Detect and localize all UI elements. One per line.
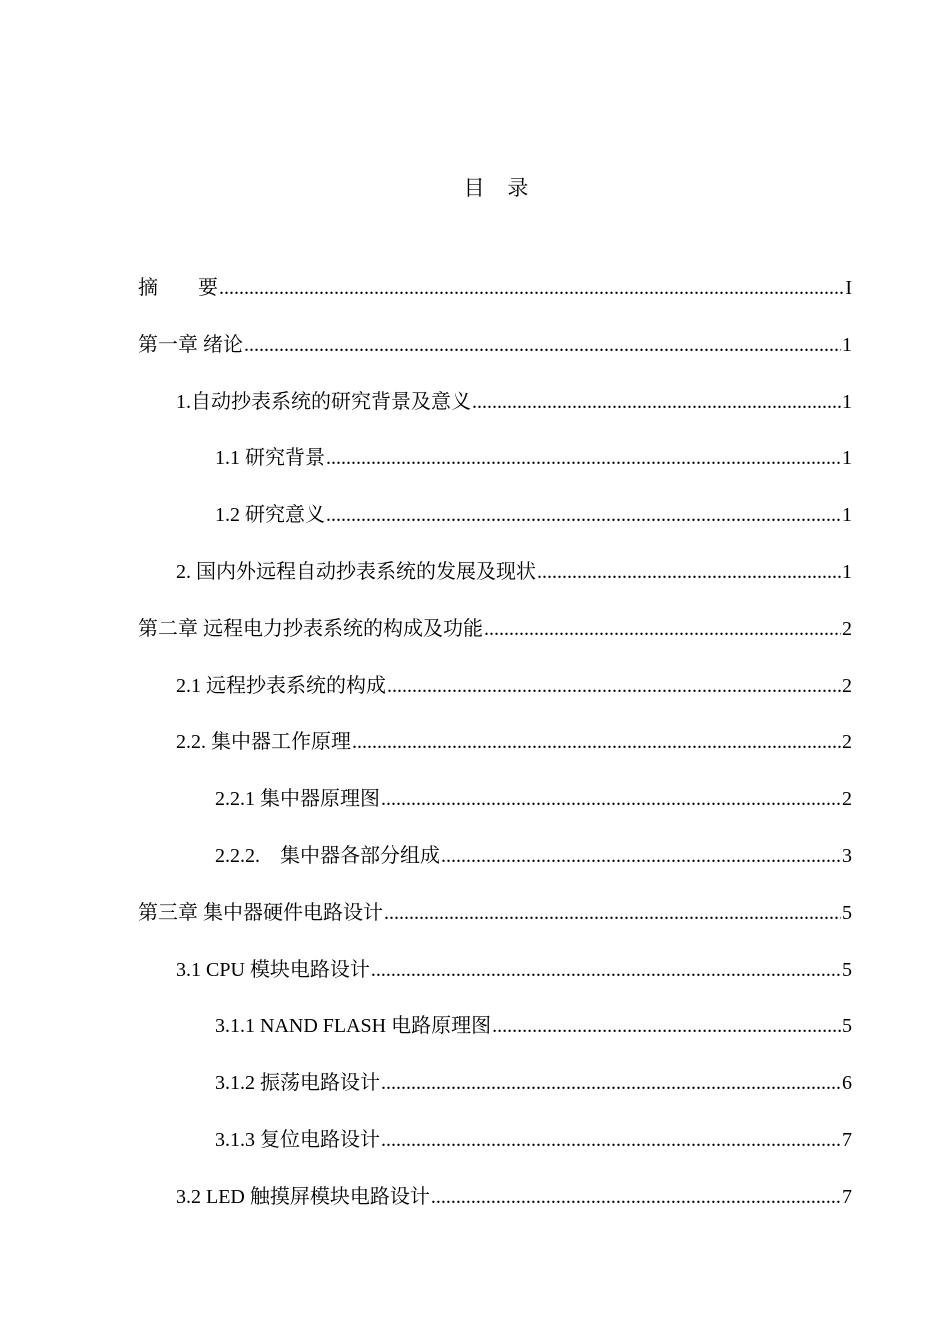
toc-leader-dots [492, 1008, 841, 1044]
toc-entry-text: 3.1.2 振荡电路设计 [215, 1072, 380, 1095]
toc-leader-dots [537, 554, 841, 590]
toc-leader-dots [326, 440, 841, 476]
toc-entry-page: 1 [842, 560, 852, 583]
toc-entry-page: 2 [842, 617, 852, 640]
toc-entry[interactable] [138, 554, 852, 611]
toc-entry[interactable] [138, 1008, 852, 1065]
toc-entry[interactable] [138, 327, 852, 384]
toc-leader-dots [484, 611, 841, 647]
toc-entry-page: 1 [842, 504, 852, 527]
toc-leader-dots [381, 1122, 841, 1158]
toc-entry-page: 2 [842, 674, 852, 697]
toc-entry[interactable] [138, 497, 852, 554]
toc-list [138, 270, 852, 1236]
toc-entry-text: 摘 要 [138, 277, 218, 299]
toc-leader-dots [472, 384, 841, 420]
toc-leader-dots [431, 1179, 841, 1215]
toc-leader-dots [441, 838, 841, 874]
toc-leader-dots [381, 1065, 841, 1101]
toc-entry-page: 2 [842, 731, 852, 754]
toc-entry[interactable] [138, 270, 852, 327]
toc-leader-dots [384, 895, 841, 931]
toc-entry-page: 5 [842, 958, 852, 981]
toc-leader-dots [387, 668, 841, 704]
toc-entry-text: 2.1 远程抄表系统的构成 [176, 674, 386, 697]
toc-entry-text: 1.1 研究背景 [215, 447, 325, 470]
toc-entry[interactable] [138, 781, 852, 838]
toc-entry-page: 5 [842, 1015, 852, 1038]
toc-entry[interactable] [138, 1065, 852, 1122]
toc-entry-text: 第二章 远程电力抄表系统的构成及功能 [138, 617, 483, 640]
toc-entry-text: 2. 国内外远程自动抄表系统的发展及现状 [176, 560, 536, 583]
toc-entry-page: 7 [842, 1128, 852, 1151]
toc-entry-page: 5 [842, 901, 852, 924]
toc-leader-dots [352, 724, 841, 760]
toc-entry-page: 1 [842, 390, 852, 413]
toc-entry-text: 第一章 绪论 [138, 333, 243, 356]
toc-entry[interactable] [138, 895, 852, 952]
toc-entry[interactable] [138, 1122, 852, 1179]
toc-entry-text: 3.1.1 NAND FLASH 电路原理图 [215, 1015, 492, 1038]
toc-entry-text: 1.2 研究意义 [215, 504, 325, 527]
toc-entry-text: 3.2 LED 触摸屏模块电路设计 [176, 1185, 430, 1208]
toc-entry-page: 7 [842, 1185, 852, 1208]
toc-leader-dots [326, 497, 841, 533]
toc-entry[interactable] [138, 838, 852, 895]
toc-entry-page: 2 [842, 788, 852, 811]
toc-entry[interactable] [138, 724, 852, 781]
toc-entry[interactable] [138, 384, 852, 441]
toc-entry[interactable] [138, 668, 852, 725]
toc-entry-text: 3.1.3 复位电路设计 [215, 1128, 380, 1151]
toc-entry-page: 6 [842, 1072, 852, 1095]
toc-entry[interactable] [138, 440, 852, 497]
toc-entry-text: 2.2. 集中器工作原理 [176, 731, 351, 754]
toc-entry-page: 1 [842, 447, 852, 470]
toc-leader-dots [371, 952, 841, 988]
toc-entry-text: 第三章 集中器硬件电路设计 [138, 901, 383, 924]
toc-entry-page: I [845, 277, 852, 299]
toc-entry-page: 3 [842, 844, 852, 867]
toc-entry[interactable] [138, 611, 852, 668]
toc-entry-text: 2.2.1 集中器原理图 [215, 788, 380, 811]
toc-entry-text: 2.2.2. 集中器各部分组成 [215, 844, 440, 867]
toc-entry-page: 1 [842, 333, 852, 356]
toc-leader-dots [244, 327, 841, 363]
toc-title: 目 录 [463, 176, 537, 200]
toc-entry[interactable] [138, 1179, 852, 1236]
toc-entry[interactable] [138, 952, 852, 1009]
toc-entry-text: 1.自动抄表系统的研究背景及意义 [176, 390, 471, 413]
toc-leader-dots [219, 270, 844, 306]
toc-leader-dots [381, 781, 841, 817]
toc-entry-text: 3.1 CPU 模块电路设计 [176, 958, 370, 981]
